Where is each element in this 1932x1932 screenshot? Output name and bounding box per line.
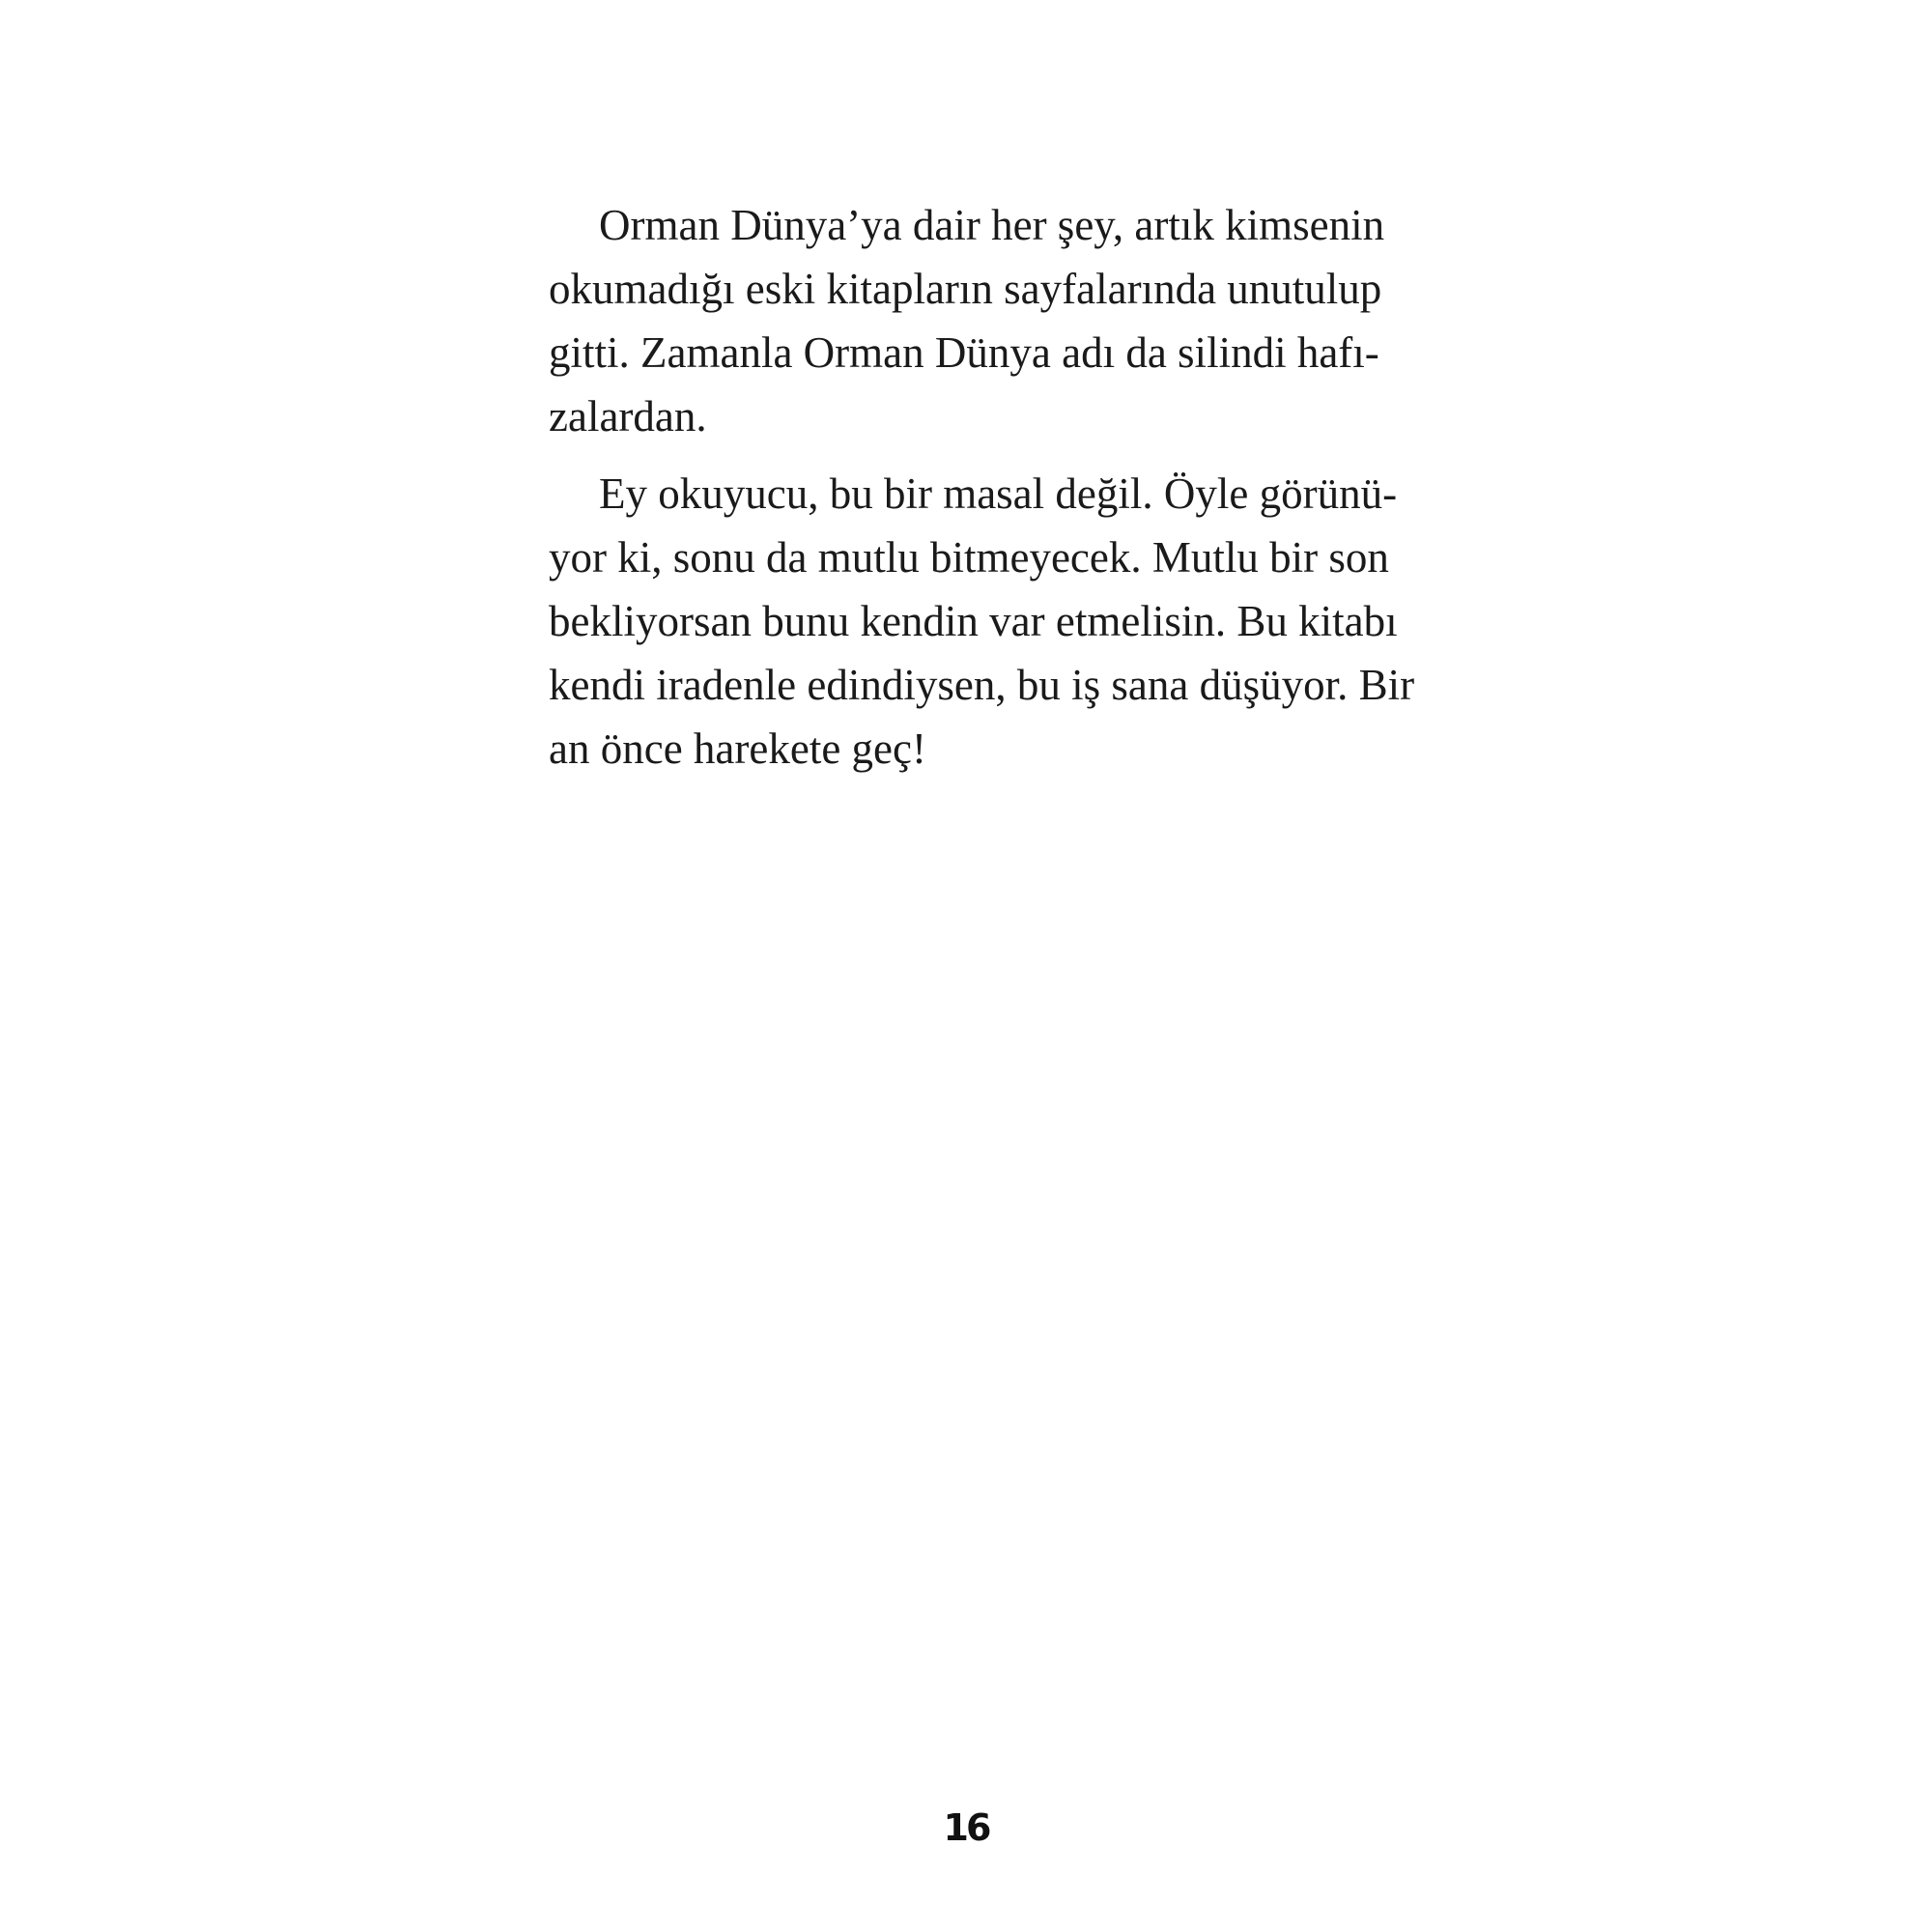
paragraph-line: kendi iradenle edindiysen, bu iş sana düşüyor. Bir <box>549 661 1415 709</box>
paragraph-line: zalardan. <box>549 392 707 440</box>
paragraph-line: yor ki, sonu da mutlu bitmeyecek. Mutlu bir son <box>549 533 1389 582</box>
paragraph-spacer <box>549 448 1364 462</box>
body-text <box>549 193 1415 781</box>
paragraph-line: an önce harekete geç! <box>549 724 926 773</box>
paragraph-2 <box>549 462 1415 781</box>
paragraph-1 <box>549 193 1385 448</box>
paragraph-line: Orman Dünya’ya dair her şey, artık kimsenin <box>599 201 1385 249</box>
paragraph-line: Ey okuyucu, bu bir masal değil. Öyle görünü- <box>599 469 1398 518</box>
paragraph-line: bekliyorsan bunu kendin var etmelisin. Bu kitabı <box>549 597 1398 645</box>
paragraph-line: okumadığı eski kitapların sayfalarında unutulup <box>549 265 1382 313</box>
page-number: 16 <box>943 1806 989 1849</box>
paragraph-line: gitti. Zamanla Orman Dünya adı da silindi hafı- <box>549 328 1379 377</box>
